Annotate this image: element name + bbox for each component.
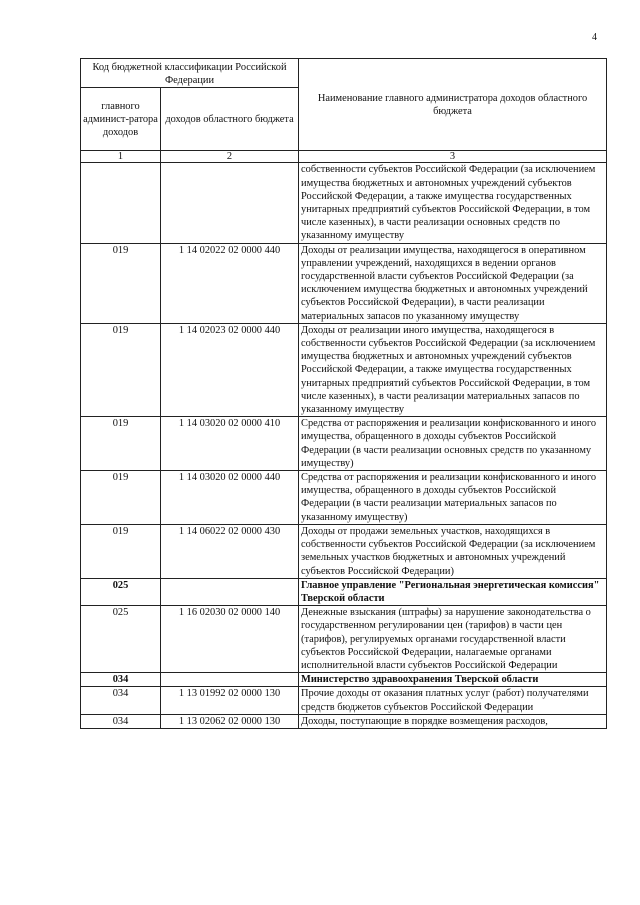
table-row xyxy=(81,673,607,687)
table-row xyxy=(81,687,607,714)
income-code-cell: 1 14 03020 02 0000 410 xyxy=(161,417,299,471)
name-cell: Доходы, поступающие в порядке возмещения расходов, xyxy=(299,714,607,728)
income-code-cell: 1 14 06022 02 0000 430 xyxy=(161,524,299,578)
budget-classification-table xyxy=(80,58,607,729)
table-row xyxy=(81,524,607,578)
admin-code-cell: 019 xyxy=(81,471,161,525)
table-row xyxy=(81,578,607,605)
table-row xyxy=(81,243,607,323)
name-cell: Министерство здравоохранения Тверской области xyxy=(299,673,607,687)
table-row xyxy=(81,714,607,728)
name-cell: Доходы от реализации иного имущества, находящегося в собственности субъектов Российской Федерации (за исключением имущества бюджетных и автономных учреждений субъектов Российской Федерации, а также имущества государственных унитарных предприятий субъектов Российской Федерации, в том числе казенных), в части реализации материальных запасов по указанному имуществу xyxy=(299,323,607,416)
income-code-cell xyxy=(161,578,299,605)
table-row xyxy=(81,163,607,243)
income-code-cell xyxy=(161,163,299,243)
admin-code-cell: 019 xyxy=(81,323,161,416)
income-code-cell: 1 14 02022 02 0000 440 xyxy=(161,243,299,323)
admin-code-cell: 034 xyxy=(81,687,161,714)
income-code-cell: 1 14 02023 02 0000 440 xyxy=(161,323,299,416)
income-code-cell: 1 13 01992 02 0000 130 xyxy=(161,687,299,714)
admin-code-cell: 034 xyxy=(81,714,161,728)
name-cell: Средства от распоряжения и реализации конфискованного и иного имущества, обращенного в доходы субъектов Российской Федерации (в части реализации материальных запасов по указанному имуществу) xyxy=(299,471,607,525)
name-cell: Доходы от продажи земельных участков, находящихся в собственности субъектов Российской Федерации (за исключением земельных участков бюджетных и автономных учреждений субъектов Российской Федерации) xyxy=(299,524,607,578)
column-number: 2 xyxy=(161,151,299,163)
table-row xyxy=(81,323,607,416)
admin-code-cell: 019 xyxy=(81,524,161,578)
admin-code-cell: 019 xyxy=(81,243,161,323)
table-row xyxy=(81,606,607,673)
table-row xyxy=(81,471,607,525)
name-cell: Денежные взыскания (штрафы) за нарушение законодательства о государственном регулировании цен (тарифов) в части цен (тарифов), регулируемых органами государственной власти субъектов Российской Федерации, налагаемые органами исполнительной власти субъектов Российской Федерации xyxy=(299,606,607,673)
admin-code-cell: 019 xyxy=(81,417,161,471)
admin-code-cell xyxy=(81,163,161,243)
column-number: 1 xyxy=(81,151,161,163)
income-code-cell: 1 14 03020 02 0000 440 xyxy=(161,471,299,525)
page-number: 4 xyxy=(592,32,597,43)
column-number: 3 xyxy=(299,151,607,163)
header-income-code: доходов областного бюджета xyxy=(161,88,299,151)
name-cell: Прочие доходы от оказания платных услуг (работ) получателями средств бюджетов субъектов Российской Федерации xyxy=(299,687,607,714)
income-code-cell xyxy=(161,673,299,687)
header-group-code: Код бюджетной классификации Российской Федерации xyxy=(81,59,299,88)
admin-code-cell: 025 xyxy=(81,578,161,605)
admin-code-cell: 034 xyxy=(81,673,161,687)
admin-code-cell: 025 xyxy=(81,606,161,673)
table-row xyxy=(81,417,607,471)
income-code-cell: 1 13 02062 02 0000 130 xyxy=(161,714,299,728)
header-name: Наименование главного администратора доходов областного бюджета xyxy=(299,59,607,151)
name-cell: Средства от распоряжения и реализации конфискованного и иного имущества, обращенного в доходы субъектов Российской Федерации (в части реализации основных средств по указанному имуществу) xyxy=(299,417,607,471)
name-cell: собственности субъектов Российской Федерации (за исключением имущества бюджетных и автономных учреждений субъектов Российской Федерации, а также имущества государственных унитарных предприятий субъектов Российской Федерации, в том числе казенных), в части реализации основных средств по указанному имуществу xyxy=(299,163,607,243)
income-code-cell: 1 16 02030 02 0000 140 xyxy=(161,606,299,673)
header-admin-code: главного админист-ратора доходов xyxy=(81,88,161,151)
name-cell: Главное управление "Региональная энергетическая комиссия" Тверской области xyxy=(299,578,607,605)
name-cell: Доходы от реализации имущества, находящегося в оперативном управлении учреждений, находящихся в ведении органов государственной власти субъектов Российской Федерации (за исключением имущества бюджетных и автономных учреждений субъектов Российской Федерации), в части реализации материальных запасов по указанному имуществу xyxy=(299,243,607,323)
